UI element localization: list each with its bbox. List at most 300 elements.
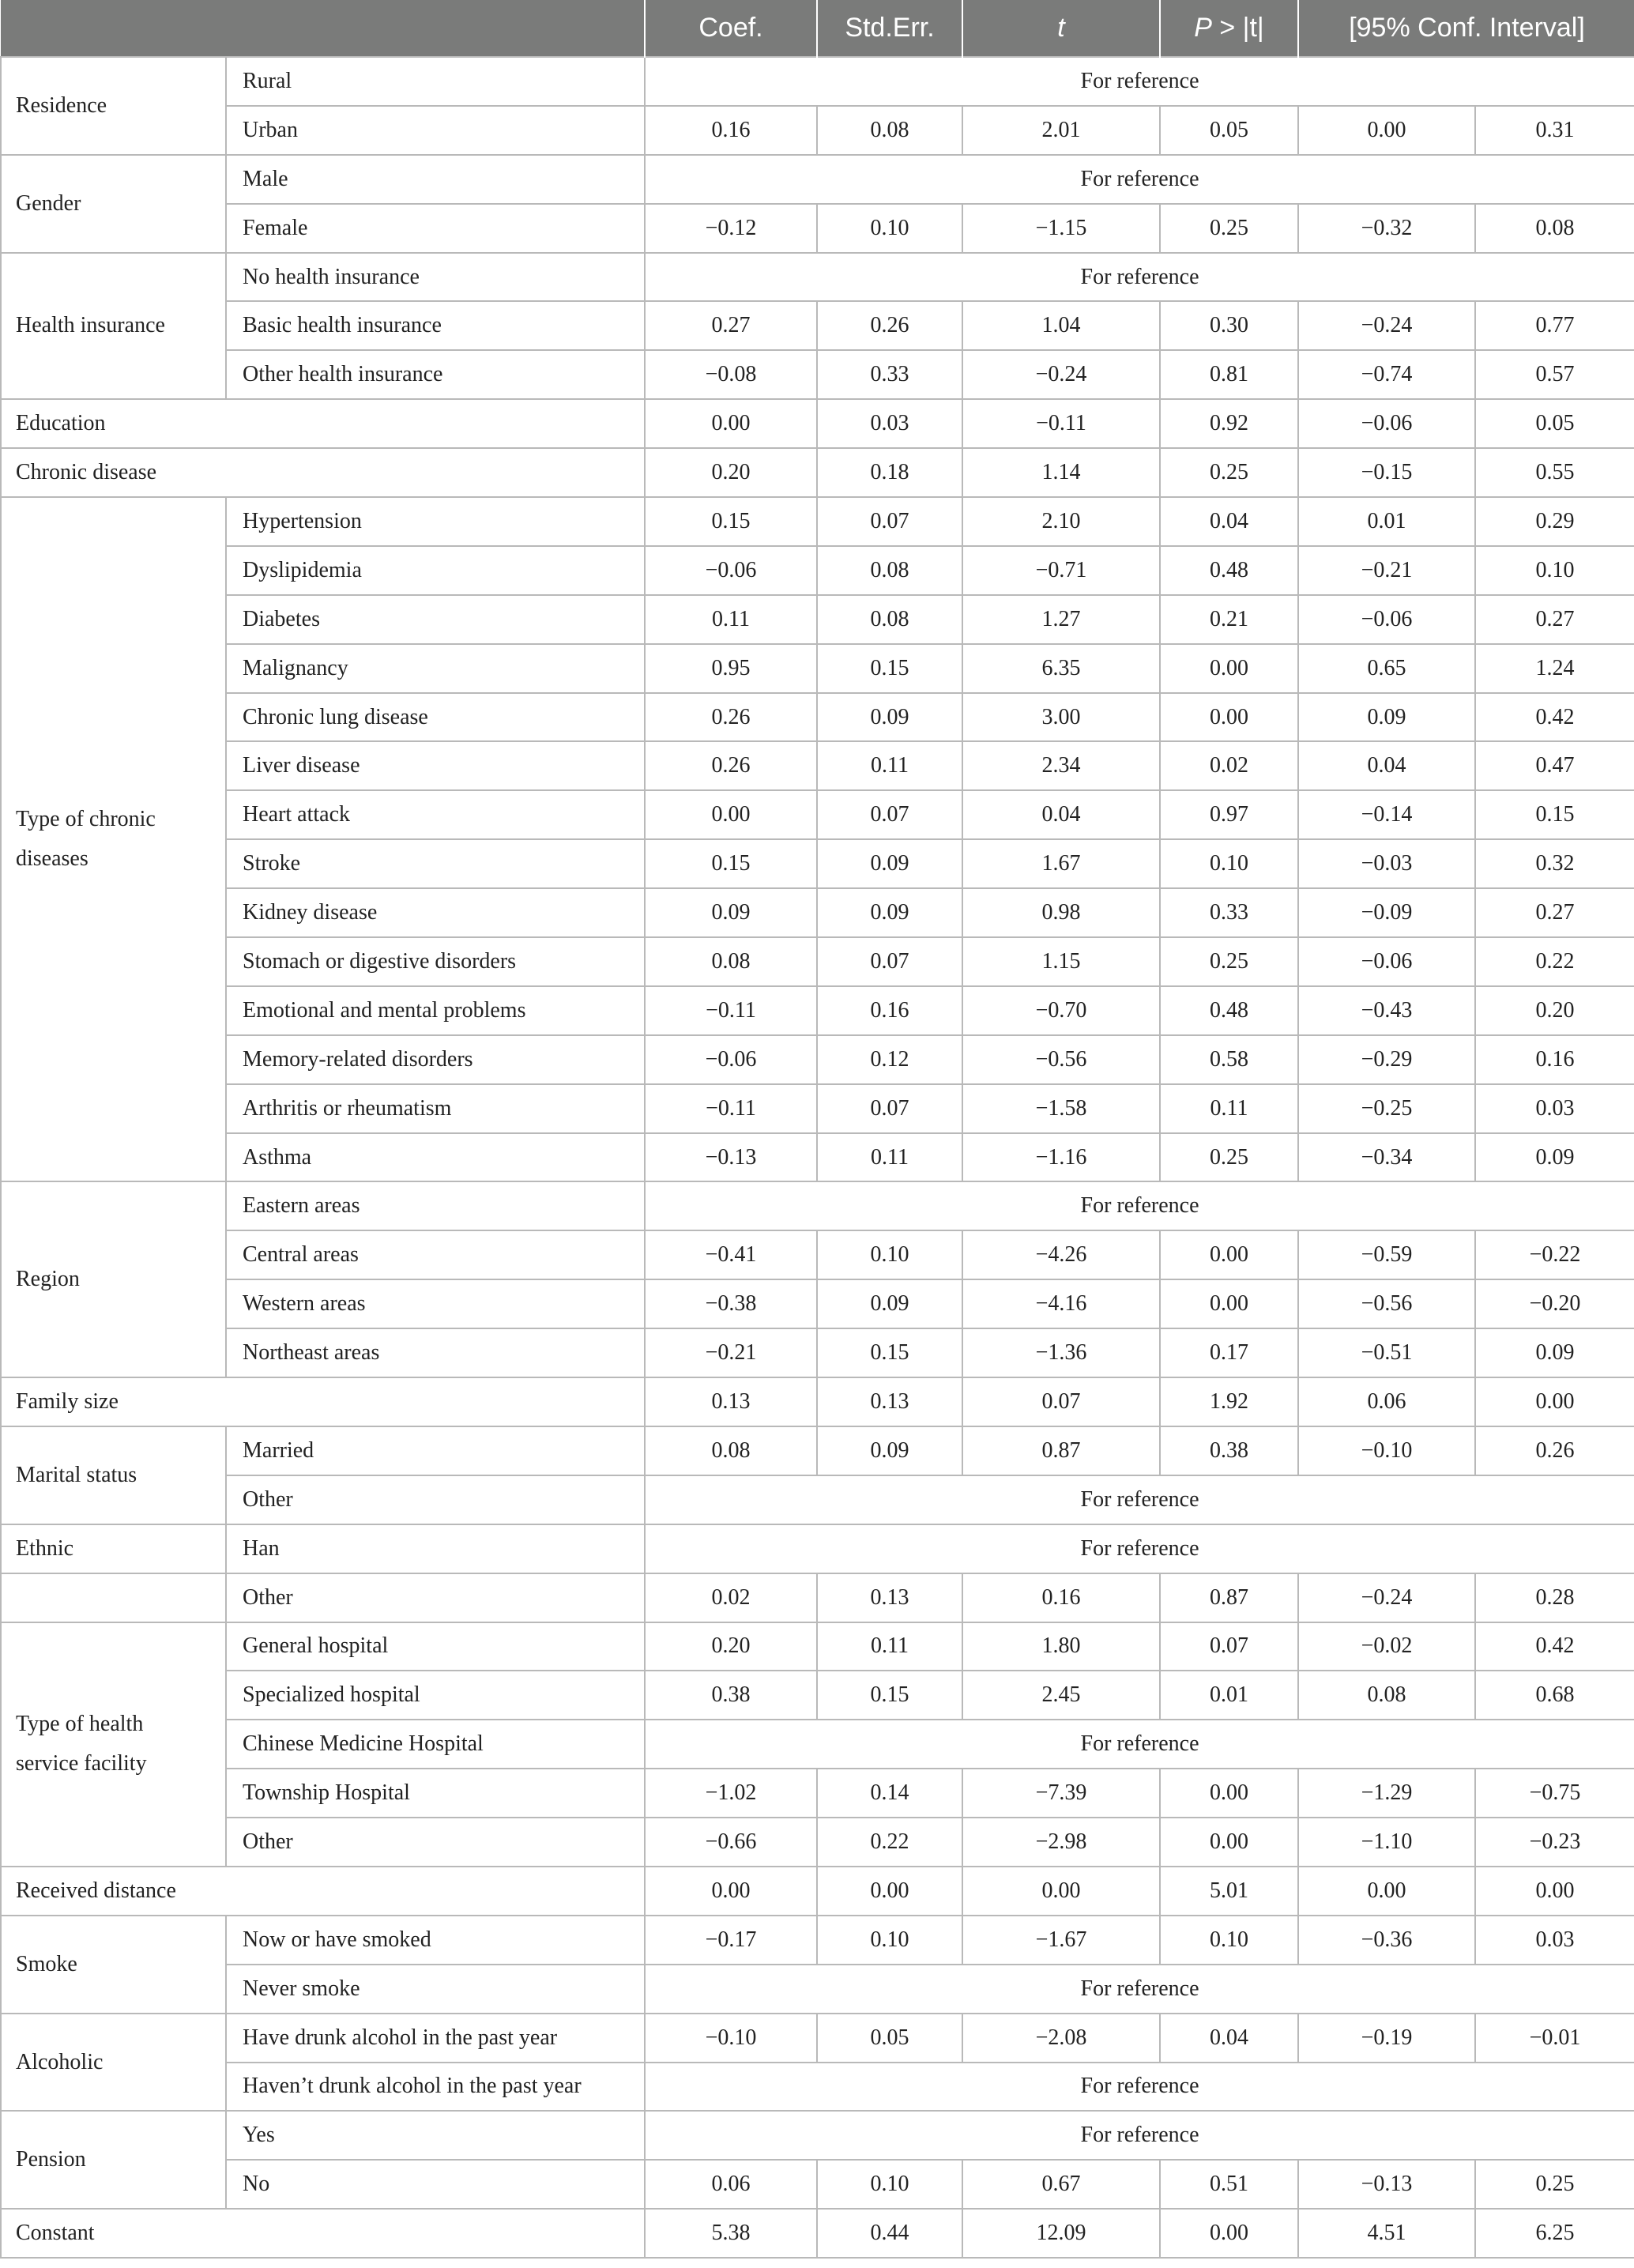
- value-cell: 0.04: [1160, 2014, 1298, 2063]
- value-cell: 6.25: [1475, 2209, 1634, 2258]
- value-cell: 0.38: [1160, 1426, 1298, 1475]
- value-cell: 0.68: [1475, 1671, 1634, 1720]
- table-row: [1, 2014, 1634, 2063]
- reference-cell: For reference: [645, 2063, 1634, 2112]
- value-cell: −0.03: [1298, 839, 1475, 888]
- value-cell: −0.75: [1475, 1769, 1634, 1818]
- value-cell: 0.25: [1160, 1133, 1298, 1182]
- table-row: [1, 1671, 1634, 1720]
- value-cell: −0.21: [645, 1328, 817, 1377]
- value-cell: 0.57: [1475, 350, 1634, 399]
- value-cell: 3.00: [962, 693, 1160, 742]
- table-row: [1, 1181, 1634, 1230]
- value-cell: 0.00: [645, 1867, 817, 1916]
- value-cell: 1.80: [962, 1622, 1160, 1671]
- header-p: [1160, 0, 1298, 57]
- value-cell: 0.04: [1160, 497, 1298, 546]
- value-cell: 0.09: [645, 888, 817, 937]
- value-cell: 0.08: [645, 1426, 817, 1475]
- table-row: [1, 204, 1634, 253]
- value-cell: −0.43: [1298, 986, 1475, 1035]
- reference-cell: For reference: [645, 2111, 1634, 2160]
- row-label: Central areas: [226, 1230, 645, 1279]
- reference-cell: For reference: [645, 1181, 1634, 1230]
- value-cell: 0.03: [1475, 1916, 1634, 1965]
- value-cell: 0.13: [817, 1377, 962, 1426]
- table-row: [1, 1084, 1634, 1133]
- table-row: [1, 2111, 1634, 2160]
- table-row: [1, 693, 1634, 742]
- value-cell: −4.26: [962, 1230, 1160, 1279]
- value-cell: −0.20: [1475, 1279, 1634, 1328]
- value-cell: 0.27: [645, 301, 817, 350]
- row-label: Township Hospital: [226, 1769, 645, 1818]
- row-label: Other health insurance: [226, 350, 645, 399]
- value-cell: 0.28: [1475, 1573, 1634, 1622]
- table-row: [1, 1328, 1634, 1377]
- header-stderr: Std.Err.: [817, 0, 962, 57]
- row-label: Arthritis or rheumatism: [226, 1084, 645, 1133]
- table-row: [1, 253, 1634, 302]
- value-cell: 0.22: [817, 1818, 962, 1867]
- value-cell: −0.74: [1298, 350, 1475, 399]
- value-cell: 0.04: [962, 790, 1160, 839]
- value-cell: 0.11: [1160, 1084, 1298, 1133]
- header-blank: [1, 0, 645, 57]
- row-label: Asthma: [226, 1133, 645, 1182]
- table-row: [1, 497, 1634, 546]
- value-cell: 0.25: [1160, 204, 1298, 253]
- value-cell: 0.00: [1160, 1769, 1298, 1818]
- table-row: [1, 399, 1634, 448]
- value-cell: 4.51: [1298, 2209, 1475, 2258]
- value-cell: 0.14: [817, 1769, 962, 1818]
- row-label: Dyslipidemia: [226, 546, 645, 595]
- value-cell: 0.07: [817, 937, 962, 986]
- row-label: Malignancy: [226, 644, 645, 693]
- value-cell: 1.14: [962, 448, 1160, 497]
- value-cell: 0.97: [1160, 790, 1298, 839]
- value-cell: 0.09: [817, 1426, 962, 1475]
- value-cell: 0.08: [817, 595, 962, 644]
- value-cell: −0.19: [1298, 2014, 1475, 2063]
- table-row: [1, 1133, 1634, 1182]
- value-cell: 0.05: [1160, 106, 1298, 155]
- value-cell: −0.41: [645, 1230, 817, 1279]
- value-cell: 0.42: [1475, 693, 1634, 742]
- value-cell: 0.03: [817, 399, 962, 448]
- value-cell: −0.66: [645, 1818, 817, 1867]
- row-label: Haven’t drunk alcohol in the past year: [226, 2063, 645, 2112]
- row-label: Liver disease: [226, 741, 645, 790]
- value-cell: 0.67: [962, 2160, 1160, 2209]
- value-cell: −0.51: [1298, 1328, 1475, 1377]
- value-cell: 0.00: [645, 399, 817, 448]
- value-cell: 0.10: [817, 204, 962, 253]
- value-cell: 0.09: [1475, 1133, 1634, 1182]
- table-row: [1, 2063, 1634, 2112]
- table-row: [1, 888, 1634, 937]
- value-cell: 0.33: [817, 350, 962, 399]
- table-row: [1, 1622, 1634, 1671]
- row-label: Chronic lung disease: [226, 693, 645, 742]
- value-cell: 1.24: [1475, 644, 1634, 693]
- value-cell: 0.16: [645, 106, 817, 155]
- group-label: Health insurance: [1, 253, 226, 400]
- value-cell: −0.24: [1298, 301, 1475, 350]
- value-cell: 0.06: [1298, 1377, 1475, 1426]
- value-cell: −0.22: [1475, 1230, 1634, 1279]
- value-cell: −0.02: [1298, 1622, 1475, 1671]
- header-p-rest: > |t|: [1211, 13, 1264, 43]
- table-row: [1, 2209, 1634, 2258]
- value-cell: −0.36: [1298, 1916, 1475, 1965]
- table-row: [1, 1720, 1634, 1769]
- reference-cell: For reference: [645, 155, 1634, 204]
- value-cell: 0.10: [1160, 1916, 1298, 1965]
- value-cell: 0.65: [1298, 644, 1475, 693]
- group-label: Type of health service facility: [1, 1622, 226, 1867]
- value-cell: 0.08: [817, 106, 962, 155]
- value-cell: −0.10: [1298, 1426, 1475, 1475]
- row-label: Diabetes: [226, 595, 645, 644]
- header-ci: [95% Conf. Interval]: [1298, 0, 1634, 57]
- value-cell: 0.21: [1160, 595, 1298, 644]
- value-cell: −1.36: [962, 1328, 1160, 1377]
- row-label: Stomach or digestive disorders: [226, 937, 645, 986]
- value-cell: −0.38: [645, 1279, 817, 1328]
- value-cell: −1.16: [962, 1133, 1160, 1182]
- value-cell: −0.06: [1298, 937, 1475, 986]
- value-cell: 0.11: [817, 1133, 962, 1182]
- row-label: Have drunk alcohol in the past year: [226, 2014, 645, 2063]
- value-cell: −1.02: [645, 1769, 817, 1818]
- value-cell: 0.07: [1160, 1622, 1298, 1671]
- table-row: [1, 1377, 1634, 1426]
- value-cell: 0.26: [645, 693, 817, 742]
- row-label: Rural: [226, 57, 645, 106]
- table-row: [1, 1573, 1634, 1622]
- value-cell: 0.32: [1475, 839, 1634, 888]
- value-cell: −0.56: [1298, 1279, 1475, 1328]
- value-cell: −0.24: [1298, 1573, 1475, 1622]
- value-cell: 0.25: [1160, 937, 1298, 986]
- value-cell: −7.39: [962, 1769, 1160, 1818]
- value-cell: −0.32: [1298, 204, 1475, 253]
- value-cell: 0.00: [1475, 1377, 1634, 1426]
- value-cell: 0.08: [817, 546, 962, 595]
- value-cell: 0.09: [817, 839, 962, 888]
- value-cell: −0.17: [645, 1916, 817, 1965]
- value-cell: −0.15: [1298, 448, 1475, 497]
- row-label: Chinese Medicine Hospital: [226, 1720, 645, 1769]
- value-cell: 0.09: [817, 1279, 962, 1328]
- row-label: Other: [226, 1475, 645, 1524]
- value-cell: 0.17: [1160, 1328, 1298, 1377]
- value-cell: 1.04: [962, 301, 1160, 350]
- value-cell: 0.26: [1475, 1426, 1634, 1475]
- header-p-italic: P: [1194, 13, 1212, 43]
- row-label: Married: [226, 1426, 645, 1475]
- value-cell: 5.38: [645, 2209, 817, 2258]
- value-cell: 0.58: [1160, 1035, 1298, 1084]
- value-cell: 0.20: [645, 1622, 817, 1671]
- value-cell: 0.00: [962, 1867, 1160, 1916]
- table-row: [1, 937, 1634, 986]
- value-cell: 0.05: [817, 2014, 962, 2063]
- group-label: Received distance: [1, 1867, 645, 1916]
- value-cell: 0.07: [962, 1377, 1160, 1426]
- value-cell: 0.10: [817, 2160, 962, 2209]
- table-row: [1, 2160, 1634, 2209]
- group-label: Family size: [1, 1377, 645, 1426]
- value-cell: −0.10: [645, 2014, 817, 2063]
- header-row: [1, 0, 1634, 57]
- value-cell: 0.25: [1475, 2160, 1634, 2209]
- header-t: t: [962, 0, 1160, 57]
- value-cell: 0.12: [817, 1035, 962, 1084]
- reference-cell: For reference: [645, 1965, 1634, 2014]
- row-label: Specialized hospital: [226, 1671, 645, 1720]
- row-label: Stroke: [226, 839, 645, 888]
- value-cell: 0.16: [817, 986, 962, 1035]
- reference-cell: For reference: [645, 1720, 1634, 1769]
- value-cell: −0.34: [1298, 1133, 1475, 1182]
- value-cell: 0.26: [645, 741, 817, 790]
- value-cell: 6.35: [962, 644, 1160, 693]
- value-cell: 5.01: [1160, 1867, 1298, 1916]
- value-cell: 0.08: [645, 937, 817, 986]
- value-cell: 0.08: [1298, 1671, 1475, 1720]
- reference-cell: For reference: [645, 1524, 1634, 1573]
- value-cell: 0.00: [1298, 106, 1475, 155]
- value-cell: 0.42: [1475, 1622, 1634, 1671]
- row-label: Northeast areas: [226, 1328, 645, 1377]
- value-cell: −0.13: [1298, 2160, 1475, 2209]
- value-cell: 0.09: [1298, 693, 1475, 742]
- value-cell: 2.01: [962, 106, 1160, 155]
- value-cell: 0.27: [1475, 888, 1634, 937]
- row-label: Male: [226, 155, 645, 204]
- row-label: Western areas: [226, 1279, 645, 1328]
- table-row: [1, 1818, 1634, 1867]
- group-label: Residence: [1, 57, 226, 155]
- value-cell: 0.48: [1160, 986, 1298, 1035]
- value-cell: 0.31: [1475, 106, 1634, 155]
- row-label: Urban: [226, 106, 645, 155]
- value-cell: 0.00: [1298, 1867, 1475, 1916]
- value-cell: 1.67: [962, 839, 1160, 888]
- value-cell: 0.00: [1160, 1279, 1298, 1328]
- value-cell: −0.01: [1475, 2014, 1634, 2063]
- table-row: [1, 1475, 1634, 1524]
- value-cell: 0.48: [1160, 546, 1298, 595]
- value-cell: 0.06: [645, 2160, 817, 2209]
- value-cell: 0.11: [817, 1622, 962, 1671]
- value-cell: 0.09: [817, 888, 962, 937]
- value-cell: 0.22: [1475, 937, 1634, 986]
- header-coef: Coef.: [645, 0, 817, 57]
- row-label: Memory-related disorders: [226, 1035, 645, 1084]
- row-label: Basic health insurance: [226, 301, 645, 350]
- table-row: [1, 546, 1634, 595]
- value-cell: 0.92: [1160, 399, 1298, 448]
- group-label: Constant: [1, 2209, 645, 2258]
- value-cell: 1.15: [962, 937, 1160, 986]
- value-cell: 0.26: [817, 301, 962, 350]
- value-cell: 0.02: [1160, 741, 1298, 790]
- value-cell: 0.07: [817, 1084, 962, 1133]
- value-cell: −0.11: [962, 399, 1160, 448]
- table-row: [1, 986, 1634, 1035]
- table-row: [1, 1230, 1634, 1279]
- value-cell: 0.15: [1475, 790, 1634, 839]
- value-cell: 1.27: [962, 595, 1160, 644]
- value-cell: −0.12: [645, 204, 817, 253]
- value-cell: −0.25: [1298, 1084, 1475, 1133]
- value-cell: 0.30: [1160, 301, 1298, 350]
- value-cell: 0.16: [1475, 1035, 1634, 1084]
- table-row: [1, 1965, 1634, 2014]
- value-cell: −4.16: [962, 1279, 1160, 1328]
- value-cell: 0.15: [817, 1671, 962, 1720]
- table-row: [1, 790, 1634, 839]
- table-row: [1, 1426, 1634, 1475]
- value-cell: 0.13: [817, 1573, 962, 1622]
- value-cell: −0.29: [1298, 1035, 1475, 1084]
- value-cell: −0.11: [645, 1084, 817, 1133]
- value-cell: −0.11: [645, 986, 817, 1035]
- value-cell: −0.59: [1298, 1230, 1475, 1279]
- value-cell: −1.15: [962, 204, 1160, 253]
- value-cell: −0.14: [1298, 790, 1475, 839]
- group-label: Marital status: [1, 1426, 226, 1524]
- row-label: Hypertension: [226, 497, 645, 546]
- value-cell: 0.07: [817, 497, 962, 546]
- table-row: [1, 301, 1634, 350]
- row-label: Never smoke: [226, 1965, 645, 2014]
- value-cell: 0.95: [645, 644, 817, 693]
- table-row: [1, 741, 1634, 790]
- value-cell: 0.10: [1160, 839, 1298, 888]
- group-label: Alcoholic: [1, 2014, 226, 2112]
- value-cell: 0.29: [1475, 497, 1634, 546]
- value-cell: 1.92: [1160, 1377, 1298, 1426]
- value-cell: 0.00: [1160, 2209, 1298, 2258]
- group-label: Ethnic: [1, 1524, 226, 1573]
- value-cell: 0.81: [1160, 350, 1298, 399]
- value-cell: −0.08: [645, 350, 817, 399]
- row-label: Han: [226, 1524, 645, 1573]
- table-row: [1, 595, 1634, 644]
- value-cell: 12.09: [962, 2209, 1160, 2258]
- value-cell: 0.44: [817, 2209, 962, 2258]
- value-cell: 0.01: [1160, 1671, 1298, 1720]
- group-label: Pension: [1, 2111, 226, 2209]
- row-label: Other: [226, 1573, 645, 1622]
- group-label: Chronic disease: [1, 448, 645, 497]
- value-cell: −0.06: [1298, 595, 1475, 644]
- value-cell: −1.10: [1298, 1818, 1475, 1867]
- value-cell: 0.77: [1475, 301, 1634, 350]
- value-cell: −2.98: [962, 1818, 1160, 1867]
- table-row: [1, 57, 1634, 106]
- value-cell: 0.11: [645, 595, 817, 644]
- row-label: Other: [226, 1818, 645, 1867]
- value-cell: 0.00: [1160, 693, 1298, 742]
- value-cell: 0.87: [1160, 1573, 1298, 1622]
- value-cell: −0.70: [962, 986, 1160, 1035]
- table-row: [1, 350, 1634, 399]
- reference-cell: For reference: [645, 253, 1634, 302]
- value-cell: −0.06: [1298, 399, 1475, 448]
- table-row: [1, 1524, 1634, 1573]
- table-row: [1, 155, 1634, 204]
- value-cell: 0.09: [817, 693, 962, 742]
- value-cell: 0.87: [962, 1426, 1160, 1475]
- value-cell: 2.45: [962, 1671, 1160, 1720]
- group-label: Gender: [1, 155, 226, 253]
- value-cell: 0.10: [1475, 546, 1634, 595]
- value-cell: −0.23: [1475, 1818, 1634, 1867]
- value-cell: 0.10: [817, 1916, 962, 1965]
- value-cell: 0.47: [1475, 741, 1634, 790]
- value-cell: 0.00: [1475, 1867, 1634, 1916]
- value-cell: 0.33: [1160, 888, 1298, 937]
- reference-cell: For reference: [645, 1475, 1634, 1524]
- value-cell: −2.08: [962, 2014, 1160, 2063]
- value-cell: 0.03: [1475, 1084, 1634, 1133]
- row-label: General hospital: [226, 1622, 645, 1671]
- value-cell: 2.34: [962, 741, 1160, 790]
- value-cell: 0.07: [817, 790, 962, 839]
- table-row: [1, 106, 1634, 155]
- group-label: [1, 1573, 226, 1622]
- row-label: Kidney disease: [226, 888, 645, 937]
- table-row: [1, 448, 1634, 497]
- value-cell: −0.24: [962, 350, 1160, 399]
- value-cell: 0.25: [1160, 448, 1298, 497]
- value-cell: 0.01: [1298, 497, 1475, 546]
- value-cell: 0.00: [1160, 1230, 1298, 1279]
- value-cell: −0.13: [645, 1133, 817, 1182]
- value-cell: −0.71: [962, 546, 1160, 595]
- row-label: No: [226, 2160, 645, 2209]
- value-cell: 0.13: [645, 1377, 817, 1426]
- value-cell: 0.05: [1475, 399, 1634, 448]
- value-cell: 0.15: [817, 644, 962, 693]
- table-row: [1, 839, 1634, 888]
- value-cell: −1.29: [1298, 1769, 1475, 1818]
- table-row: [1, 1769, 1634, 1818]
- table-row: [1, 1867, 1634, 1916]
- row-label: Eastern areas: [226, 1181, 645, 1230]
- value-cell: 0.08: [1475, 204, 1634, 253]
- row-label: Heart attack: [226, 790, 645, 839]
- value-cell: −1.67: [962, 1916, 1160, 1965]
- value-cell: 0.15: [817, 1328, 962, 1377]
- value-cell: −0.21: [1298, 546, 1475, 595]
- value-cell: 0.18: [817, 448, 962, 497]
- group-label: Type of chronic diseases: [1, 497, 226, 1181]
- value-cell: 0.04: [1298, 741, 1475, 790]
- value-cell: 0.38: [645, 1671, 817, 1720]
- value-cell: −0.06: [645, 546, 817, 595]
- table-row: [1, 1279, 1634, 1328]
- value-cell: 0.00: [1160, 1818, 1298, 1867]
- value-cell: 0.16: [962, 1573, 1160, 1622]
- reference-cell: For reference: [645, 57, 1634, 106]
